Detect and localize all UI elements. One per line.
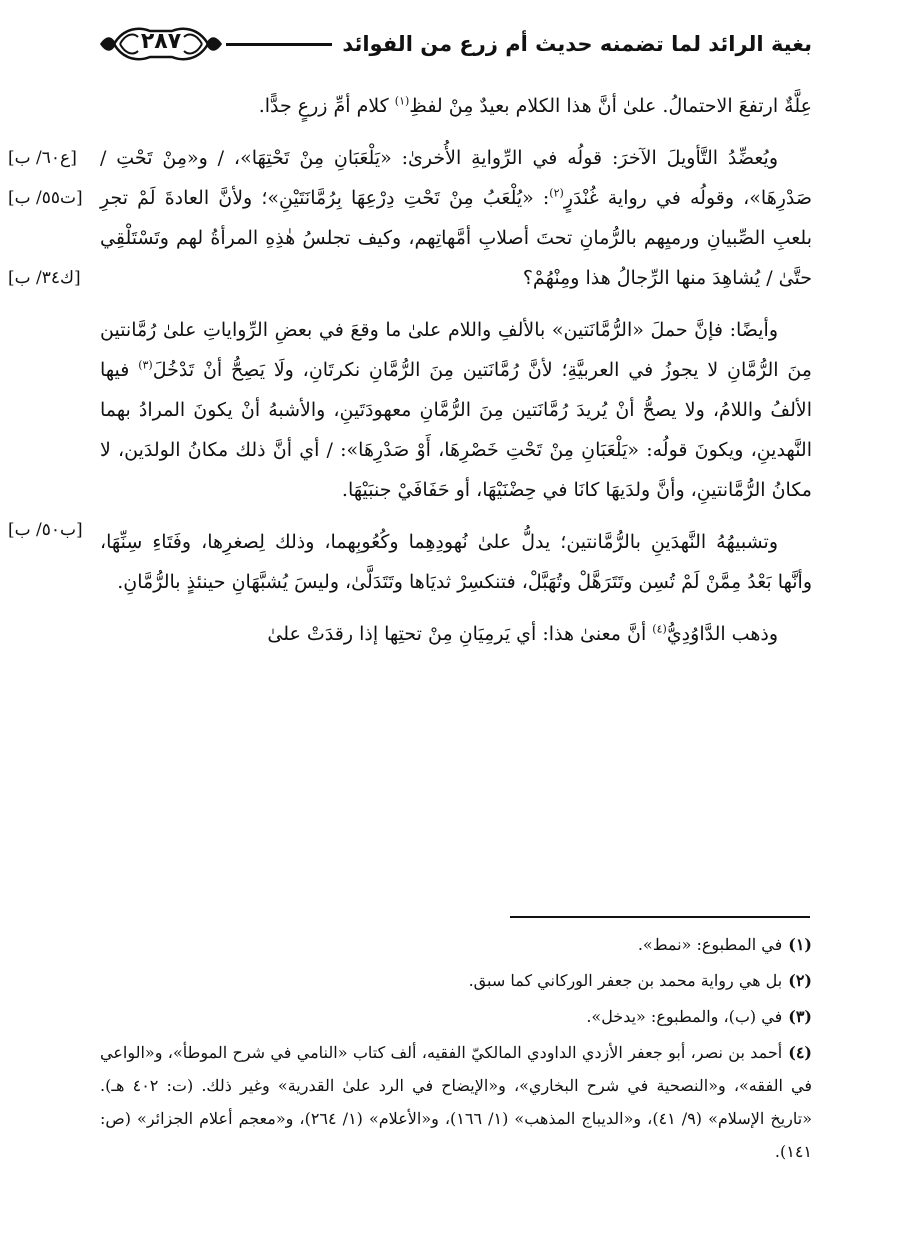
- paragraph-text: فيها الألفُ واللامُ، ولا يصحُّ أنْ يُريدَ رُمَّانَتين مِنَ الرُّمَّانِ معهودَتَينِ، والأشبهُ أنْ يكونَ المرادُ بهما النَّهدينِ، ويكونَ قولُه: «يَلْعَبَانِ مِنْ تَحْتِ خَصْرِهَا، أَوْ صَدْرِهَا»: / أي أنَّ ذلك مكانُ الولدَين، لا مكانُ الرُّمَّانتينِ، وأنَّ ولدَيهَا كانَا في حِضْنَيْهَا، أو حَفَافَيْ جنبَيْهَا.: [100, 359, 812, 501]
- footnote-text: في المطبوع: «نمط».: [637, 935, 783, 954]
- paragraph-2: [100, 138, 812, 298]
- footnote-number: (٣): [788, 1007, 812, 1026]
- paragraph-text: كلام أمِّ زرعٍ جدًّا.: [258, 95, 389, 117]
- footnotes: [100, 928, 812, 1171]
- paragraph-1: [100, 86, 812, 126]
- paragraph-text: وأيضًا: فإنَّ حملَ «الرُّمَّانَتين» بالألفِ واللام علىٰ ما وقعَ في بعضِ الرِّواياتِ علىٰ رُمَّانتين مِنَ الرُّمَّانِ لا يجوزُ في العربيَّةِ؛ لأنَّ رُمَّانَتين مِنَ الرُّمَّانِ نكرتَانِ، ولَا يَصِحُّ أنْ تَدْخُلَ: [100, 319, 812, 381]
- paragraph-3-wrap: [8, 310, 812, 540]
- paragraph-text: ويُعضِّدُ التَّأويلَ الآخرَ: قولُه في الرِّوايةِ الأُخرىٰ: «يَلْعَبَانِ مِنْ تَحْتِهَا»، / و«مِنْ تَحْتِ / صَدْرِهَا»، وقولُه في رواية غُنْدَرٍ: [100, 147, 812, 209]
- footnote-separator: [510, 916, 810, 918]
- page-number: ٢٨٧: [140, 29, 182, 54]
- page-number-ornament: [96, 19, 226, 69]
- footnote: [100, 964, 812, 997]
- paragraph-4: وتشبيهُهُ النَّهدَينِ بالرُّمَّانتين؛ يدلُّ علىٰ نُهودِهِما وكُعُوبِهما، وذلك لِصغرِها، وفَتَاءِ سِنِّهَا، وأنَّها بَعْدُ مِمَّنْ لَمْ تُسِن وتَتَرَهَّلْ وتُهَبَّلْ، فتنكسِرْ ثديَاها وتَتَدَلَّىٰ، وليسَ يُشبَّهَانِ حينئذٍ بالرُّمَّانِ.: [100, 531, 812, 593]
- footnote: [100, 1000, 812, 1033]
- paragraph-3: [100, 310, 812, 510]
- header-rule: [226, 43, 332, 46]
- footnote-ref-3: (٣): [138, 358, 153, 372]
- footnote: [100, 928, 812, 961]
- paragraph-text: عِلَّةٌ ارتفعَ الاحتمالُ. علىٰ أنَّ هذا الكلام بعيدٌ مِنْ لفظِ: [409, 95, 812, 117]
- footnote-text: أحمد بن نصر، أبو جعفر الأزدي الداودي المالكيّ الفقيه، ألف كتاب «النامي في شرح الموطأ»، و«الواعي في الفقه»، و«النصحية في شرح البخاري»، و«الإيضاح في الرد علىٰ القدرية» وغير ذلك. (ت: ٤٠٢ هـ). «تاريخ الإسلام» (٩/ ٤١)، و«الديباج المذهب» (١/ ١٦٦)، و«الأعلام» (١/ ٢٦٤)، و«معجم أعلام الجزائر» (ص: ١٤١).: [100, 1043, 813, 1161]
- main-text: [8, 86, 812, 666]
- footnote-ref-2: (٢): [549, 186, 564, 200]
- manuscript-marker: [ت٥٥/ ب]: [8, 188, 83, 208]
- running-title: بغية الرائد لما تضمنه حديث أم زرع من الفوائد: [342, 32, 812, 56]
- paragraph-text: وذهب الدَّاوُدِيُّ: [666, 623, 778, 645]
- paragraph-5: [100, 614, 812, 654]
- footnote-ref-1: (١): [394, 94, 410, 108]
- footnote: [100, 1036, 812, 1168]
- paragraph-text: أنَّ معنىٰ هذا: أي يَرمِيَانِ مِنْ تحتِها إذا رقدَتْ علىٰ: [267, 623, 647, 645]
- manuscript-marker: [ب٥٠/ ب]: [8, 520, 83, 540]
- footnote-text: في (ب)، والمطبوع: «يدخل».: [586, 1007, 783, 1026]
- footnote-ref-4: (٤): [652, 622, 667, 636]
- footnote-number: (١): [788, 935, 812, 954]
- manuscript-marker: [ع٦٠/ ب]: [8, 148, 77, 168]
- paragraph-text: : «يُلْعَبُ مِنْ تَحْتِ دِرْعِهَا بِرُمَّانَتَيْنِ»؛ ولأنَّ العادةَ لَمْ تجرِ بلعبِ الصِّبيانِ ورميِهم بالرُّمانِ تحتَ أصلابِ أمَّهاتِهم، وكيف تجلسُ هٰذِهِ المرأةُ لهم وتَسْتَلْقِي حتَّىٰ / يُشاهِدَ منها الرِّجالُ هذا ومِنْهُمْ؟: [100, 187, 812, 289]
- paragraph-2-wrap: [8, 138, 812, 298]
- page-header: [96, 16, 812, 72]
- footnote-number: (٢): [788, 971, 812, 990]
- manuscript-marker: [ك٣٤/ ب]: [8, 268, 81, 288]
- footnote-text: بل هي رواية محمد بن جعفر الوركاني كما سبق.: [468, 971, 783, 990]
- footnote-number: (٤): [788, 1043, 812, 1062]
